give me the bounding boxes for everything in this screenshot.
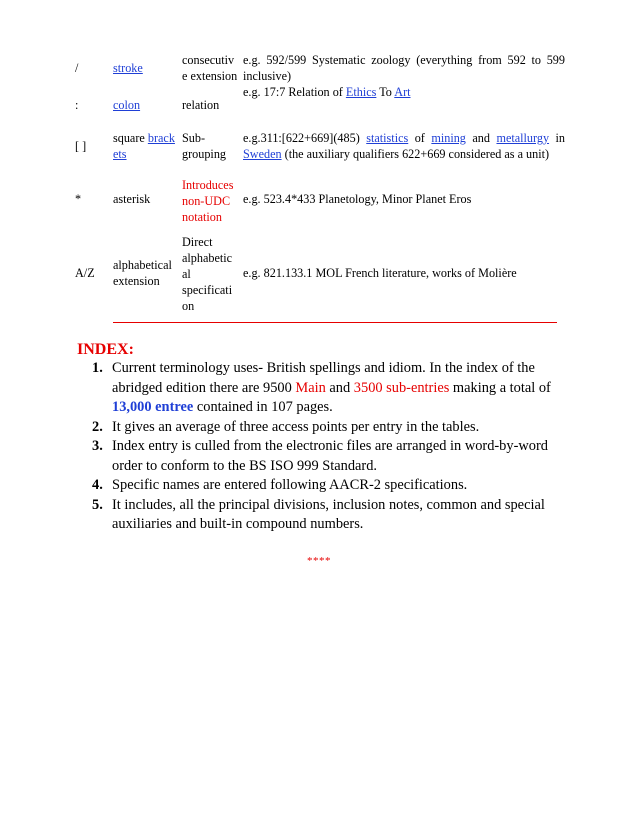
example-cell: e.g.311:[622+669](485) statistics of mining and metallurgy in Sweden (the auxiliary qualifiers 622+669 considered as a unit) [243, 131, 566, 161]
name-cell: square brack ets [113, 131, 175, 161]
example-cell: e.g. 592/599 Systematic zoology (everything from 592 to 599 inclusive) [243, 53, 565, 83]
colon-link[interactable]: colon [113, 98, 141, 112]
meaning-cell: Introduces non-UDC notation [182, 178, 234, 224]
name-cell [113, 60, 179, 76]
name-cell [113, 97, 179, 113]
section-end-mark: **** [307, 555, 331, 567]
meaning-cell: Sub- grouping [182, 131, 227, 161]
meaning-cell: Direct alphabetic al specificati on [182, 235, 233, 313]
index-list [92, 359, 564, 535]
name-cell: asterisk [113, 192, 151, 206]
symbol-cell: / [75, 61, 79, 75]
list-item: 3. Index entry is culled from the electronic files are arranged in word-by-word order to conform to the BS ISO 999 Standard. [92, 438, 548, 474]
red-divider [113, 322, 557, 323]
stroke-link[interactable]: stroke [113, 61, 143, 75]
meaning-cell: relation [182, 98, 220, 112]
example-cell: e.g. 523.4*433 Planetology, Minor Planet Eros [243, 192, 472, 206]
item-number: 5. [92, 496, 103, 513]
sub-entries-count: 3500 sub-entries [353, 379, 450, 396]
symbol-cell: A/Z [75, 266, 95, 280]
symbol-cell: [ ] [75, 139, 87, 153]
square-brackets-link[interactable]: brack ets [113, 131, 175, 161]
example-cell: e.g. 821.133.1 MOL French literature, works of Molière [243, 266, 517, 280]
main-count: Main [295, 379, 326, 396]
index-heading: INDEX: [77, 341, 134, 358]
meaning-cell: consecutiv e extension [182, 53, 238, 83]
item-number: 4. [92, 477, 103, 493]
list-item: 1. Current terminology uses- British spellings and idiom. In the index of the abridged edition there are 9500 Main and 3500 sub-entries making a total of 13,000 entree contained in 107 pages. [92, 360, 551, 415]
item-number: 2. [92, 418, 103, 435]
list-item: 2. It gives an average of three access points per entry in the tables. [92, 418, 564, 438]
ethics-link[interactable]: Ethics [345, 85, 377, 99]
example-cell: e.g. 17:7 Relation of Ethics To Art [243, 85, 411, 99]
symbol-cell: : [75, 98, 79, 112]
item-number: 1. [92, 360, 103, 376]
list-item: 5. It includes, all the principal divisions, inclusion notes, common and special auxiliaries and built-in compound numbers. [92, 496, 545, 532]
name-cell: alphabetical extension [113, 258, 172, 288]
item-number: 3. [92, 438, 103, 454]
statistics-link[interactable]: statistics [366, 131, 409, 145]
list-item: 4. Specific names are entered following AACR-2 specifications. [92, 476, 564, 496]
metallurgy-link[interactable]: metallurgy [496, 131, 550, 145]
art-link[interactable]: Art [394, 85, 411, 99]
sweden-link[interactable]: Sweden [243, 147, 282, 161]
mining-link[interactable]: mining [431, 131, 466, 145]
symbol-cell: * [75, 192, 82, 206]
total-entries: 13,000 entree [112, 399, 194, 415]
